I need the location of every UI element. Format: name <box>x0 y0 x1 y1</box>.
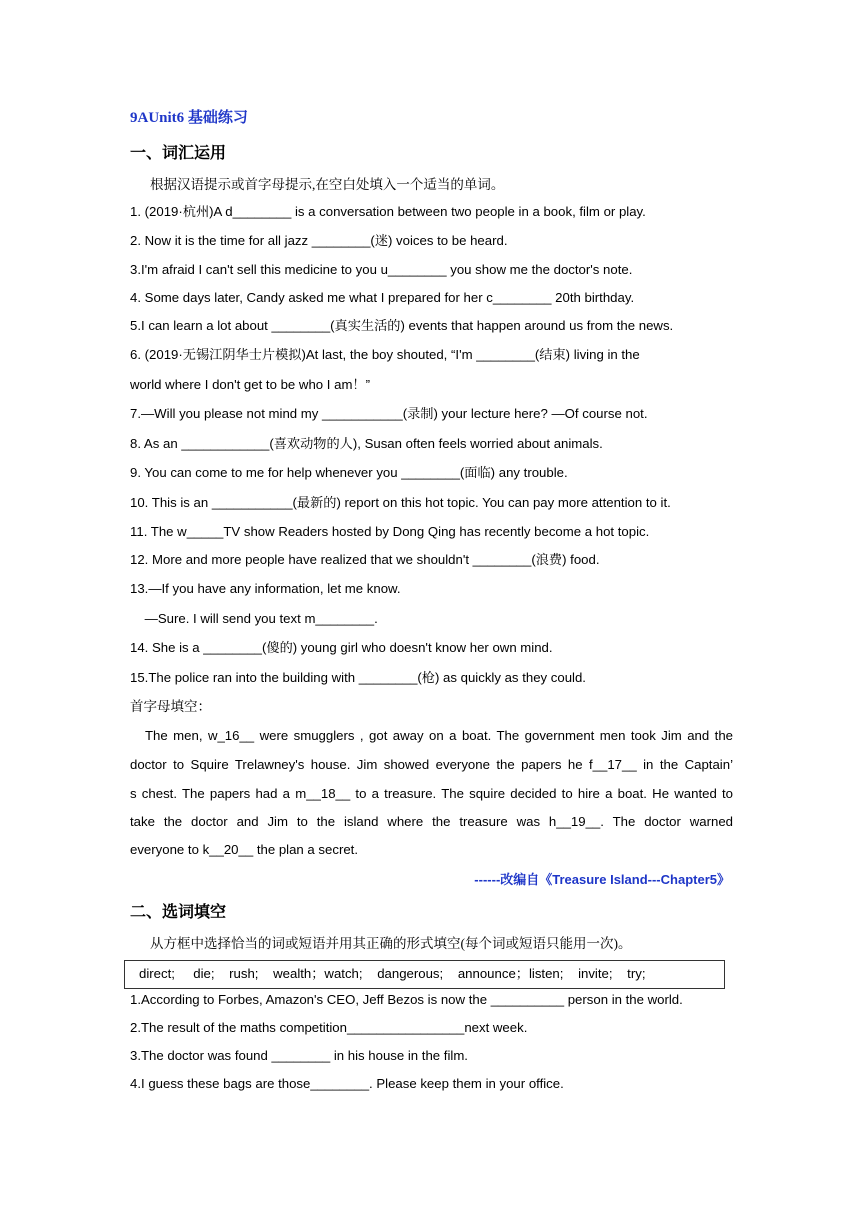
question-8: 8. As an ____________(喜欢动物的人), Susan often feels worried about animals. <box>130 436 603 451</box>
cloze-line-2: doctor to Squire Trelawney's house. Jim showed everyone the papers he f__17__ in the Captain’ <box>130 757 733 772</box>
question-7: 7.—Will you please not mind my ___________(录制) your lecture here? —Of course not. <box>130 406 648 421</box>
question-9: 9. You can come to me for help whenever you ________(面临) any trouble. <box>130 465 568 480</box>
question-3: 3.I'm afraid I can't sell this medicine to you u________ you show me the doctor's note. <box>130 262 633 277</box>
question-15: 15.The police ran into the building with ________(枪) as quickly as they could. <box>130 670 586 685</box>
section1-instruction: 根据汉语提示或首字母提示,在空白处填入一个适当的单词。 <box>150 177 505 192</box>
cloze-line-5: everyone to k__20__ the plan a secret. <box>130 842 359 857</box>
question-12: 12. More and more people have realized that we shouldn't ________(浪费) food. <box>130 552 600 567</box>
question-2: 2. Now it is the time for all jazz ________(迷) voices to be heard. <box>130 233 508 248</box>
question-6-continued: world where I don't get to be who I am！” <box>130 377 371 392</box>
question-14: 14. She is a ________(傻的) young girl who doesn't know her own mind. <box>130 640 553 655</box>
question-5: 5.I can learn a lot about ________(真实生活的) events that happen around us from the news. <box>130 318 674 333</box>
cloze-line-3: s chest. The papers had a m__18__ to a treasure. The squire decided to hire a boat. He wanted to <box>130 786 733 801</box>
question-13: 13.—If you have any information, let me know. <box>130 581 401 596</box>
page-title: 9AUnit6 基础练习 <box>130 110 248 126</box>
source-credit: ------改编自《Treasure Island---Chapter5》 <box>474 872 730 887</box>
section2-question-4: 4.I guess these bags are those________. Please keep them in your office. <box>130 1076 564 1091</box>
word-box <box>124 960 725 989</box>
section2-question-3: 3.The doctor was found ________ in his house in the film. <box>130 1048 468 1063</box>
question-10: 10. This is an ___________(最新的) report on this hot topic. You can pay more attention to it. <box>130 495 671 510</box>
question-4: 4. Some days later, Candy asked me what I prepared for her c________ 20th birthday. <box>130 290 635 305</box>
question-6: 6. (2019·无锡江阴华士片模拟)At last, the boy shouted, “I'm ________(结束) living in the <box>130 347 640 362</box>
section2-question-2: 2.The result of the maths competition________________next week. <box>130 1020 528 1035</box>
cloze-line-4: take the doctor and Jim to the island where the treasure was h__19__. The doctor warned <box>130 814 733 829</box>
question-11: 11. The w_____TV show Readers hosted by Dong Qing has recently become a hot topic. <box>130 524 650 539</box>
section2-question-1: 1.According to Forbes, Amazon's CEO, Jeff Bezos is now the __________ person in the world. <box>130 992 683 1007</box>
cloze-line-1: The men, w_16__ were smugglers , got away on a boat. The government men took Jim and the <box>145 728 733 743</box>
question-1: 1. (2019·杭州)A d________ is a conversation between two people in a book, film or play. <box>130 204 646 219</box>
section2-heading: 二、选词填空 <box>130 904 227 921</box>
section1-heading: 一、词汇运用 <box>130 145 227 162</box>
cloze-label: 首字母填空： <box>130 699 211 714</box>
section2-instruction: 从方框中选择恰当的词或短语并用其正确的形式填空(每个词或短语只能用一次)。 <box>150 936 632 951</box>
word-box-text: direct; die; rush; wealth；watch; dangerous; announce；listen; invite; try; <box>139 966 646 981</box>
question-13-response: —Sure. I will send you text m________. <box>130 611 378 626</box>
